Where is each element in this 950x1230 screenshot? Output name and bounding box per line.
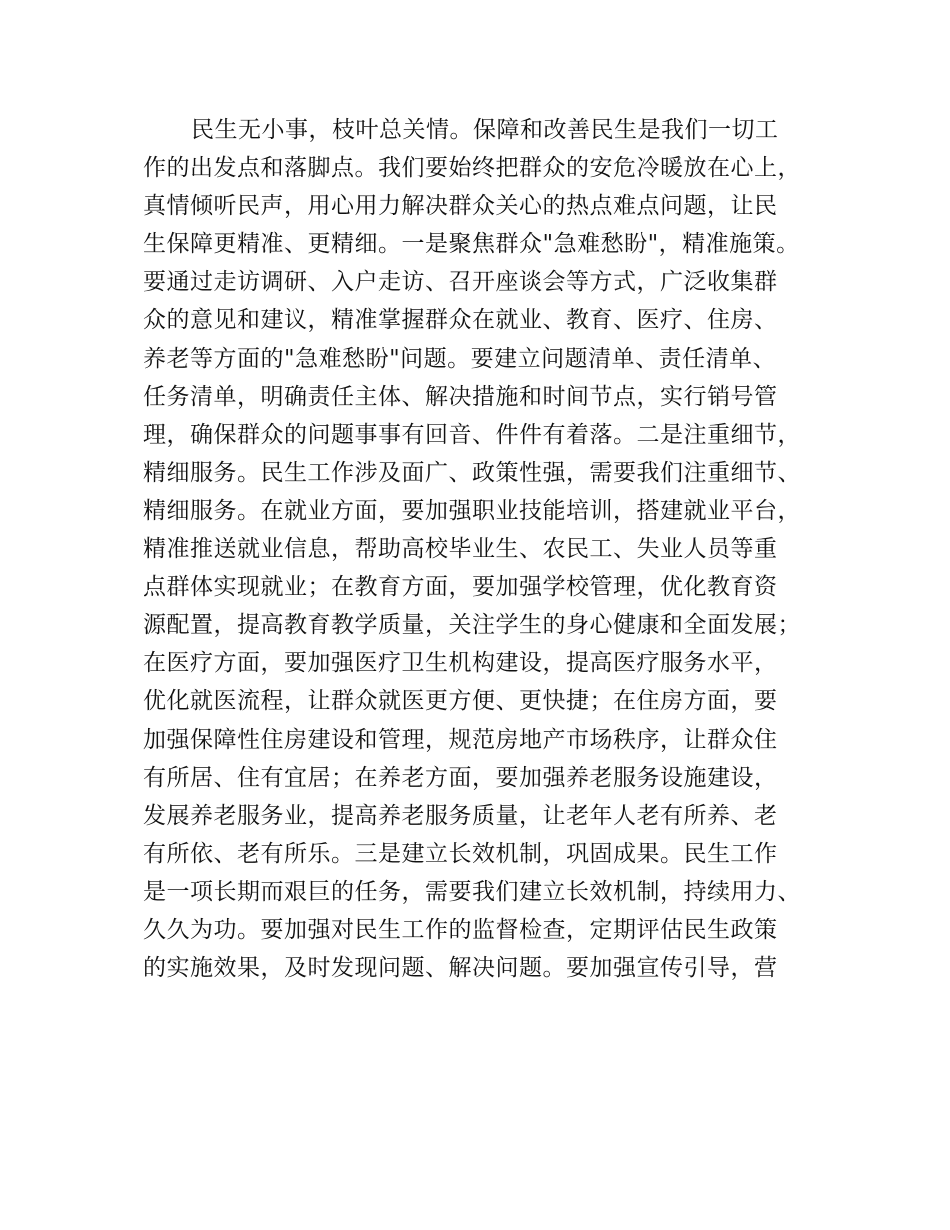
text-line: 点群体实现就业；在教育方面，要加强学校管理，优化教育资 bbox=[143, 574, 778, 601]
text-line: 源配置，提高教育教学质量，关注学生的身心健康和全面发展； bbox=[143, 612, 801, 639]
text-line: 精细服务。在就业方面，要加强职业技能培训，搭建就业平台， bbox=[143, 497, 801, 524]
text-line: 众的意见和建议，精准掌握群众在就业、教育、医疗、住房、 bbox=[143, 307, 778, 334]
text-line: 任务清单，明确责任主体、解决措施和时间节点，实行销号管 bbox=[143, 383, 778, 410]
text-line: 民生无小事，枝叶总关情。保障和改善民生是我们一切工 bbox=[191, 117, 779, 143]
text-line: 要通过走访调研、入户走访、召开座谈会等方式，广泛收集群 bbox=[143, 269, 778, 296]
text-line: 加强保障性住房建设和管理，规范房地产市场秩序，让群众住 bbox=[143, 726, 778, 753]
text-line: 养老等方面的"急难愁盼"问题。要建立问题清单、责任清单、 bbox=[143, 345, 777, 372]
text-line: 生保障更精准、更精细。一是聚焦群众"急难愁盼"，精准施策。 bbox=[143, 231, 800, 258]
text-line: 有所居、住有宜居；在养老方面，要加强养老服务设施建设， bbox=[143, 764, 778, 791]
text-line: 精准推送就业信息，帮助高校毕业生、农民工、失业人员等重 bbox=[143, 536, 778, 563]
text-line: 优化就医流程，让群众就医更方便、更快捷；在住房方面，要 bbox=[143, 688, 778, 715]
text-line: 真情倾听民声，用心用力解决群众关心的热点难点问题，让民 bbox=[143, 193, 778, 220]
text-line: 在医疗方面，要加强医疗卫生机构建设，提高医疗服务水平， bbox=[143, 650, 778, 677]
text-line: 有所依、老有所乐。三是建立长效机制，巩固成果。民生工作 bbox=[143, 840, 778, 867]
text-line: 发展养老服务业，提高养老服务质量，让老年人老有所养、老 bbox=[143, 802, 778, 829]
text-line: 理，确保群众的问题事事有回音、件件有着落。二是注重细节， bbox=[143, 421, 801, 448]
text-line: 久久为功。要加强对民生工作的监督检查，定期评估民生政策 bbox=[143, 916, 778, 943]
text-line: 精细服务。民生工作涉及面广、政策性强，需要我们注重细节、 bbox=[143, 459, 801, 486]
text-line: 是一项长期而艰巨的任务，需要我们建立长效机制，持续用力、 bbox=[143, 878, 801, 905]
text-line: 作的出发点和落脚点。我们要始终把群众的安危冷暖放在心上， bbox=[143, 155, 801, 182]
text-line: 的实施效果，及时发现问题、解决问题。要加强宣传引导，营 bbox=[143, 955, 778, 982]
body-paragraph bbox=[143, 111, 823, 987]
